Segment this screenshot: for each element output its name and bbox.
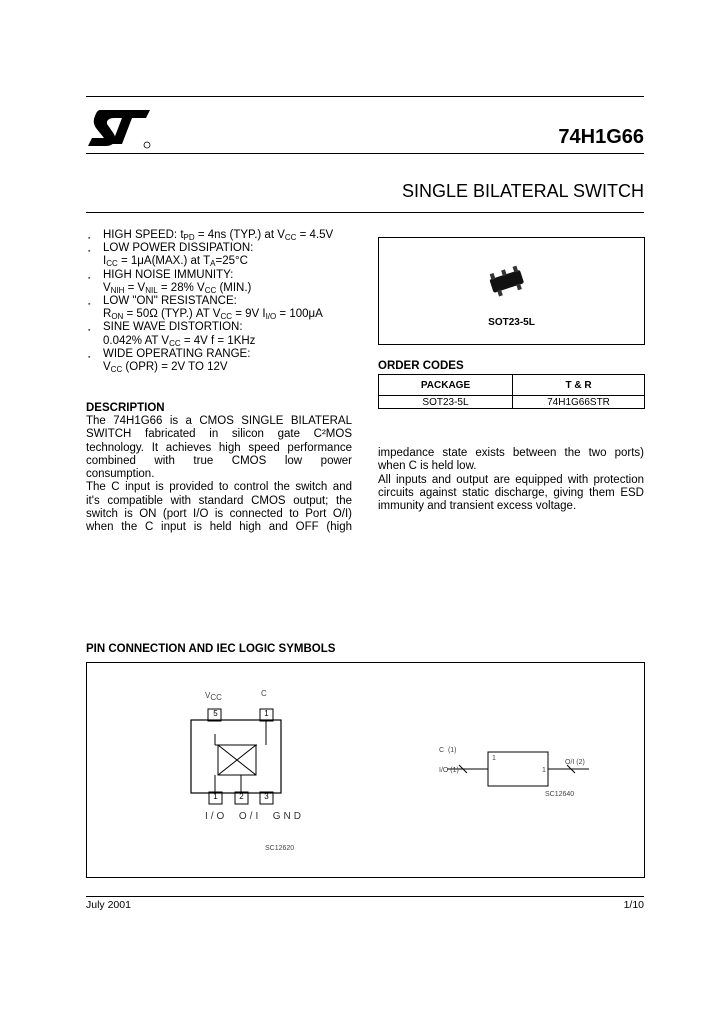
drawing-code-right: SC12640 (545, 791, 575, 798)
description-line: when the C input is held high and OFF (high (86, 521, 352, 534)
order-codes-title: ORDER CODES (378, 360, 464, 372)
description-line: All inputs and output are equipped with protection (378, 473, 644, 486)
description-line: The C input is provided to control the switch and (86, 481, 352, 494)
description-line: impedance state exists between the two ports) (378, 447, 644, 459)
feature-line: WIDE OPERATING RANGE: (103, 347, 251, 360)
order-header-tr: T & R (513, 375, 645, 396)
bullet-icon: ▪ (88, 235, 91, 242)
feature-item (86, 269, 356, 295)
feature-detail: $V_{CC}$ (OPR) = 2V TO 12V (103, 361, 228, 375)
package-label: SOT23-5L (488, 317, 535, 328)
description-line: immunity and transient excess voltage. (378, 500, 577, 513)
description-line: technology. It achieves high speed performance (86, 441, 352, 454)
sot23-package-image (483, 264, 533, 305)
description-title: DESCRIPTION (86, 402, 165, 414)
description-line: combined with true CMOS low power (86, 454, 352, 467)
pin-number-bottom-2: 2 (239, 792, 244, 801)
logic-c-label: C (1) (439, 747, 457, 754)
feature-line: HIGH NOISE IMMUNITY: (103, 268, 234, 281)
feature-line: LOW "ON" RESISTANCE: (103, 295, 237, 308)
pin-diagram (87, 663, 644, 877)
bullet-icon: ▪ (88, 274, 91, 282)
description-line: it's compatible with standard CMOS output; the (86, 494, 352, 507)
part-number: 74H1G66 (558, 126, 644, 148)
feature-detail: $I_{CC} = 1\mu A(MAX.)$ at $T_A=25^\circ C$ (103, 255, 248, 269)
pin-number-bottom-3: 3 (264, 792, 269, 801)
title-rule (86, 212, 644, 213)
drawing-code-left: SC12620 (265, 845, 295, 852)
pin-connection-box (86, 662, 645, 878)
feature-line: LOW POWER DISSIPATION: (103, 242, 254, 255)
footer-page: 1/10 (623, 899, 644, 911)
feature-item (86, 242, 356, 268)
order-header-package: PACKAGE (379, 375, 513, 396)
order-codes-table (378, 374, 645, 409)
pin-number-top-1: 1 (264, 709, 269, 718)
feature-item (86, 295, 356, 321)
pin-label-vcc: $V_{CC}$ (205, 691, 222, 702)
feature-line: HIGH SPEED: $t_{PD} = 4ns$ (TYP.) at $V_{CC} = 4.5V$ (103, 229, 334, 242)
bullet-icon: ▪ (88, 248, 91, 256)
bullet-icon: ▪ (88, 327, 91, 335)
description-line: switch is ON (port I/O is connected to Port O/I) (86, 508, 352, 521)
feature-item (86, 348, 356, 374)
order-cell-package: SOT23-5L (379, 396, 513, 409)
description-right-column (378, 447, 644, 513)
feature-list (86, 229, 356, 374)
description-line: SWITCH fabricated in silicon gate C²MOS (86, 428, 352, 441)
package-box (378, 237, 645, 345)
pin-label-c: C (261, 689, 267, 698)
logic-io-label: I/O (1) (439, 767, 459, 774)
document-title: SINGLE BILATERAL SWITCH (401, 181, 644, 201)
footer-rule (86, 896, 644, 897)
feature-detail: $V_{NIH} = V_{NIL} = 28\%$ $V_{CC}$ (MIN.) (103, 281, 252, 295)
feature-detail: $R_{ON} = 50\Omega$ (TYP.) AT $V_{CC} = 9V$ $I_{I/O} = 100\mu A$ (103, 308, 323, 322)
description-line: when C is held low. (378, 460, 477, 473)
feature-line: SINE WAVE DISTORTION: (103, 321, 243, 334)
feature-detail: 0.042% AT $V_{CC} = 4V$ f = 1KHz (103, 334, 256, 348)
logic-1-label-out: 1 (542, 767, 546, 774)
feature-item (86, 229, 356, 242)
footer-date: July 2001 (86, 899, 131, 911)
description-line: circuits against static discharge, giving them ESD (378, 486, 644, 499)
bullet-icon: ▪ (88, 353, 91, 361)
description-line: consumption. (86, 468, 155, 481)
pin-number-bottom-1: 1 (213, 792, 218, 801)
bullet-icon: ▪ (88, 301, 91, 309)
header-rule-bottom (86, 153, 644, 154)
pin-number-5: 5 (213, 709, 218, 718)
logic-1-label-in: 1 (492, 755, 496, 762)
description-left-column (86, 415, 352, 535)
header-rule-top (86, 96, 644, 97)
order-cell-code: 74H1G66STR (513, 396, 645, 409)
logic-oi-label: O/I (2) (565, 759, 585, 766)
feature-item (86, 321, 356, 347)
pin-labels-bottom: I/O O/I GND (205, 811, 305, 822)
description-line: The 74H1G66 is a CMOS SINGLE BILATERAL (86, 415, 352, 427)
st-logo (86, 106, 154, 150)
pin-section-title: PIN CONNECTION AND IEC LOGIC SYMBOLS (86, 643, 336, 655)
